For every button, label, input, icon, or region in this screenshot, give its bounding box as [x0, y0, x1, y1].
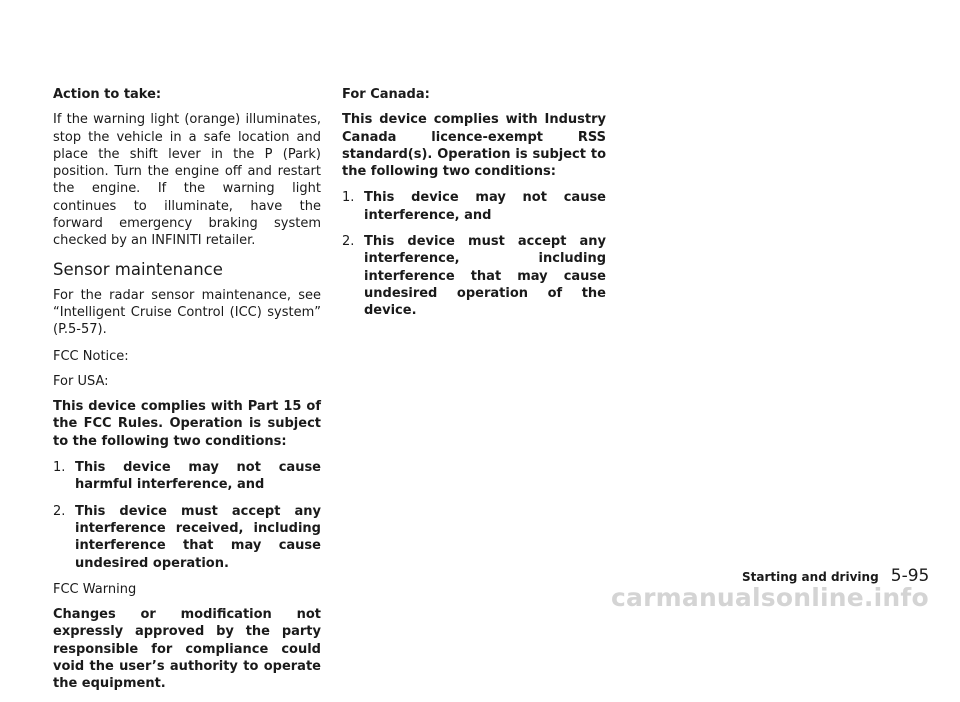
right-column [342, 86, 606, 329]
list-item-number: 1. [342, 190, 355, 206]
list-item [342, 189, 606, 224]
canada-compliance-paragraph: This device complies with Industry Canada licence-exempt RSS standard(s). Operation is subject to the following two conditions: [342, 112, 606, 180]
list-item-number: 2. [342, 234, 355, 250]
list-item-number: 2. [53, 503, 66, 519]
left-column [53, 86, 321, 702]
page-footer [742, 566, 929, 586]
for-canada-label: For Canada: [342, 87, 430, 102]
list-item-text: This device must accept any interference, including interference that may cause undesired operation of the device. [364, 234, 606, 319]
fcc-notice-label: FCC Notice: [53, 348, 129, 364]
sensor-maintenance-heading: Sensor maintenance [53, 259, 223, 279]
canada-conditions-list [342, 189, 606, 319]
for-usa-label: For USA: [53, 373, 109, 389]
list-item-text: This device may not cause interference, and [364, 190, 606, 223]
list-item [342, 233, 606, 319]
section-title: Starting and driving [742, 570, 879, 584]
action-heading: Action to take: [53, 87, 162, 102]
usa-compliance-paragraph: This device complies with Part 15 of the FCC Rules. Operation is subject to the following two conditions: [53, 399, 321, 449]
list-item-text: This device may not cause harmful interference, and [75, 460, 321, 493]
list-item [53, 459, 321, 494]
watermark: carmanualsonline.info [611, 585, 929, 611]
sensor-maintenance-paragraph: For the radar sensor maintenance, see “Intelligent Cruise Control (ICC) system” (P.5-57). [53, 287, 321, 338]
page-number: 5-95 [890, 566, 930, 586]
list-item [53, 503, 321, 572]
list-item-number: 1. [53, 460, 66, 476]
usa-conditions-list [53, 459, 321, 572]
fcc-warning-paragraph: Changes or modification not expressly approved by the party responsible for compliance could void the user’s authority to operate the equipment. [53, 607, 321, 692]
list-item-text: This device must accept any interference received, including interference that may cause undesired operation. [75, 503, 321, 571]
fcc-warning-label: FCC Warning [53, 581, 137, 597]
action-paragraph: If the warning light (orange) illuminates, stop the vehicle in a safe location and place the shift lever in the P (Park) position. Turn the engine off and restart the engine. If the warning light continues to illuminate, have the forward emergency braking system checked by an INFINITI retailer. [53, 112, 321, 249]
